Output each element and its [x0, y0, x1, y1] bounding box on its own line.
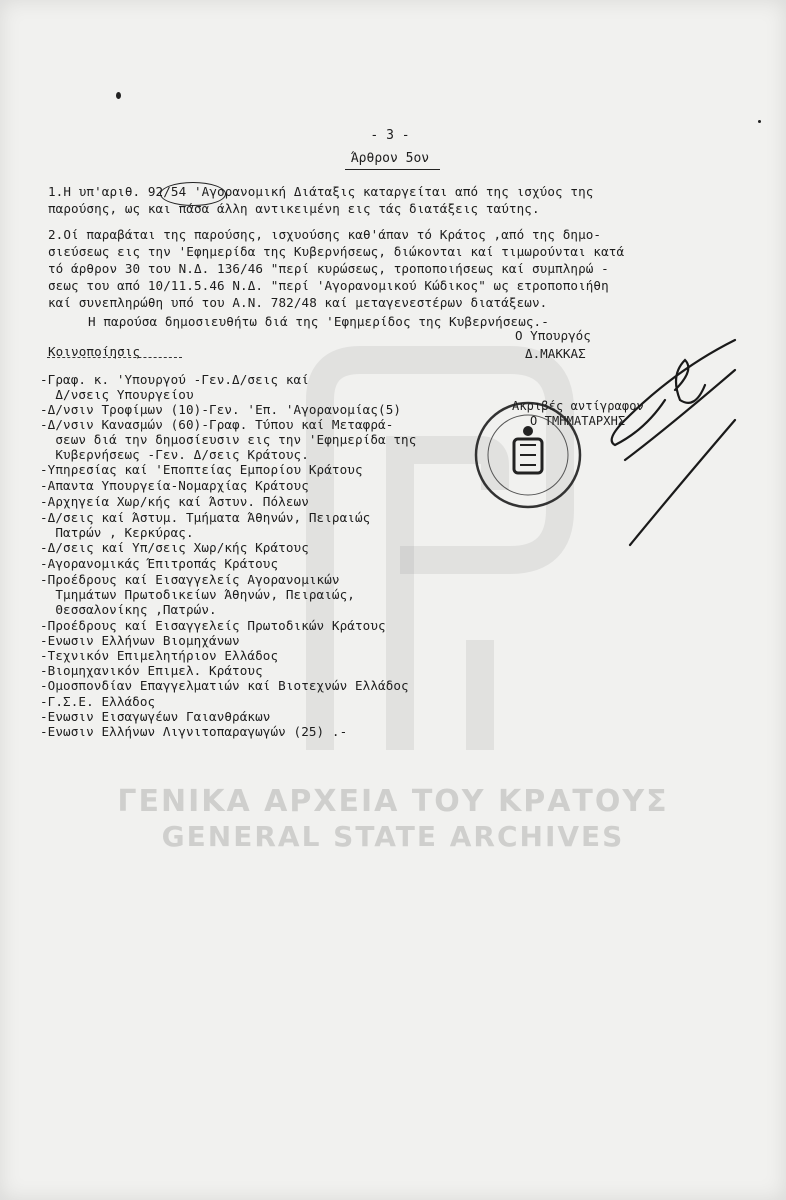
- list-item: -Αγορανομικάς Έπιτροπάς Κράτους: [40, 556, 279, 571]
- list-item: -Προέδρους καί Εισαγγελείς Αγορανομικών: [40, 572, 340, 587]
- list-item: -Αρχηγεία Χωρ/κής καί Άστυν. Πόλεων: [40, 494, 309, 509]
- list-item: -Βιομηχανικόν Επιμελ. Κράτους: [40, 663, 263, 678]
- list-item: -Γραφ. κ. 'Υπουργού -Γεν.Δ/σεις καί: [40, 372, 309, 387]
- list-item: σεων διά την δημοσίευσιν εις την 'Εφημερίδα της: [40, 432, 417, 447]
- signer-role: Ο Υπουργός: [515, 328, 591, 343]
- list-item: Πατρών , Κερκύρας.: [40, 525, 194, 540]
- list-item: Τμημάτων Πρωτοδικείων Άθηνών, Πειραιώς,: [40, 587, 355, 602]
- list-item: -Απαντα Υπουργεία-Νομαρχίας Κράτους: [40, 478, 309, 493]
- article-underline: [345, 169, 440, 170]
- watermark-english: GENERAL STATE ARCHIVES: [161, 820, 625, 853]
- scan-speck: [116, 92, 121, 99]
- signer-name: Δ.ΜΑΚΚΑΣ: [525, 346, 586, 361]
- list-item: Δ/νσεις Υπουργείου: [40, 387, 194, 402]
- list-item: Θεσσαλονίκης ,Πατρών.: [40, 602, 217, 617]
- list-item: -Ομοσπονδίαν Επαγγελματιών καί Βιοτεχνών Ελλάδος: [40, 678, 409, 693]
- stamp-certified-copy: Ακριβές αντίγραφον: [512, 399, 644, 413]
- distribution-title: Κοινοποίησις: [48, 344, 141, 359]
- article-heading: Άρθρον 5ον: [350, 151, 430, 166]
- body-line: σιεύσεως εις την 'Εφημερίδα της Κυβερνήσεως, διώκονται καί τιμωρούνται κατά: [48, 244, 625, 259]
- page-number: - 3 -: [370, 128, 410, 143]
- body-line: τό άρθρον 30 του Ν.Δ. 136/46 "περί κυρώσεως, τροποποιήσεως καί συμπληρώ -: [48, 261, 609, 276]
- list-item: -Ενωσιν Ελλήνων Βιομηχάνων: [40, 633, 240, 648]
- list-item: -Δ/σεις καί Άστυμ. Τμήματα Άθηνών, Πειραιώς: [40, 510, 371, 525]
- list-item: Κυβερνήσεως -Γεν. Δ/σεις Κράτους.: [40, 447, 309, 462]
- handwritten-signature: [585, 330, 765, 550]
- list-item: -Δ/νσιν Τροφίμων (10)-Γεν. 'Επ. 'Αγορανομίας(5): [40, 402, 402, 417]
- body-line: καί συνεπληρώθη υπό του Α.Ν. 782/48 καί μεταγενεστέρων διατάξεων.: [48, 295, 548, 310]
- body-line: 1.Η υπ'αριθ. 92/54 'Αγορανομική Διάταξις καταργείται από της ισχύος της: [48, 184, 594, 199]
- list-item: -Ενωσιν Εισαγωγέων Γαιανθράκων: [40, 709, 271, 724]
- body-line: 2.Οί παραβάται της παρούσης, ισχυούσης καθ'άπαν τό Κράτος ,από της δημο-: [48, 227, 602, 242]
- list-item: -Γ.Σ.Ε. Ελλάδος: [40, 694, 156, 709]
- body-line: σεως του από 10/11.5.46 Ν.Δ. "περί 'Αγορανομικού Κώδικος" ως ετροποποιήθη: [48, 278, 609, 293]
- list-item: -Υπηρεσίας καί 'Εποπτείας Εμπορίου Κράτους: [40, 462, 363, 477]
- list-item: -Ενωσιν Ελλήνων Λιγνιτοπαραγωγών (25) .-: [40, 724, 348, 739]
- watermark-greek: ΓΕΝΙΚΑ ΑΡΧΕΙΑ ΤΟΥ ΚΡΑΤΟΥΣ: [117, 784, 669, 819]
- publication-line: Η παρούσα δημοσιευθήτω διά της 'Εφημερίδος της Κυβερνήσεως.-: [88, 314, 549, 329]
- list-item: -Δ/σεις καί Υπ/σεις Χωρ/κής Κράτους: [40, 540, 309, 555]
- body-line: παρούσης, ως και πάσα άλλη αντικειμένη εις τάς διατάξεις ταύτης.: [48, 201, 540, 216]
- list-item: -Δ/νσιν Κανασμών (60)-Γραφ. Τύπου καί Μεταφρά-: [40, 417, 394, 432]
- distribution-title-underline: [47, 357, 182, 358]
- scan-speck: [758, 120, 761, 123]
- list-item: -Προέδρους καί Εισαγγελείς Πρωτοδικών Κράτους: [40, 618, 386, 633]
- stamp-department-head: Ο ΤΜΗΜΑΤΑΡΧΗΣ: [530, 414, 626, 428]
- list-item: -Τεχνικόν Επιμελητήριον Ελλάδος: [40, 648, 279, 663]
